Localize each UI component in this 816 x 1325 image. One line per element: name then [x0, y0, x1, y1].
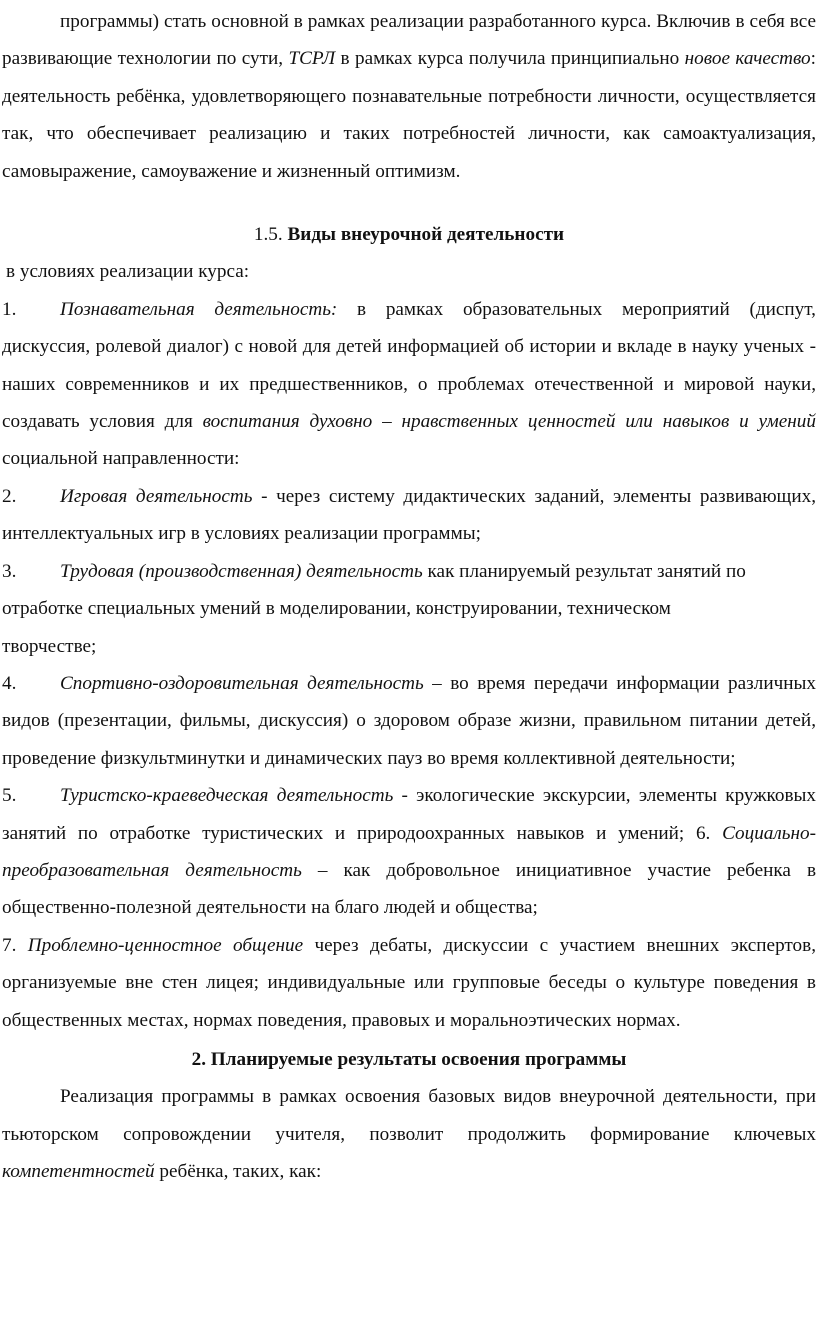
list-item-text: в рамках образовательных мероприятий (диспут, дискуссия, ролевой диалог) с новой для детей информацией об истории и вкладе в науку ученых - наших современников и их предшественников, о проблемах отечественной и мировой науки, создавать условия для: [2, 298, 816, 433]
list-item-number: 1.: [2, 298, 17, 320]
list-item-text: отработке специальных умений в моделировании, конструировании, техническом: [2, 598, 671, 620]
section-title: 2. Планируемые результаты освоения программы: [191, 1048, 627, 1070]
list-item-text: через дебаты, дискуссии с участием внешних экспертов, организуемые вне стен лицея; индивидуальные или групповые беседы о культуре поведения в общественных местах, нормах поведения, правовых и моральноэтических нормах.: [2, 934, 816, 1031]
list-item: [2, 553, 816, 665]
section-number: 1.5.: [253, 224, 288, 246]
list-item-number: 5.: [2, 785, 17, 807]
list-item-number: 3.: [2, 560, 17, 582]
list-item: [2, 665, 816, 777]
intro-text: в рамках курса получила принципиально: [335, 48, 685, 70]
intro-paragraph: [2, 3, 816, 190]
list-item-text: - экологические экскурсии, элементы кружковых занятий по отработке туристических и природоохранных навыков и умений; 6.: [2, 785, 816, 844]
list-item-term: Туристско-краеведческая деятельность: [60, 785, 394, 807]
list-item-term: Познавательная деятельность:: [60, 298, 338, 320]
list-item-number: 4.: [2, 672, 17, 694]
intro-emphasis: новое качество: [684, 48, 811, 70]
list-item-term: Спортивно-оздоровительная деятельность: [60, 672, 424, 694]
section-heading: [2, 1041, 816, 1078]
intro-abbr: ТСРЛ: [288, 48, 336, 70]
list-item: [2, 777, 816, 927]
list-item-number: 7.: [2, 934, 28, 956]
list-item-term: Игровая деятельность: [60, 485, 253, 507]
list-item: [2, 291, 816, 478]
list-item-number: 2.: [2, 485, 17, 507]
list-item-text: – во время передачи информации различных видов (презентации, фильмы, дискуссия) о здоровом образе жизни, правильном питании детей, проведение физкультминутки и динамических пауз во время коллективной деятельности;: [2, 672, 816, 769]
list-item-text: - через систему дидактических заданий, элементы развивающих, интеллектуальных игр в условиях реализации программы;: [2, 485, 816, 545]
intro-text: : деятельность ребёнка, удовлетворяющего познавательные потребности личности, осуществляется так, что обеспечивает реализацию и таких потребностей личности, как самоактуализация, самовыражение, самоуважение и жизненный оптимизм.: [2, 48, 816, 182]
list-item-term: Проблемно-ценностное общение: [27, 934, 304, 956]
list-item-term: Трудовая (производственная) деятельность: [60, 560, 423, 582]
list-item-emphasis: воспитания духовно – нравственных ценностей или навыков и умений: [202, 411, 816, 433]
body-text: Реализация программы в рамках освоения базовых видов внеурочной деятельности, при тьюторском сопровождении учителя, позволит продолжить формирование ключевых: [2, 1086, 816, 1145]
list-item: [2, 927, 816, 1039]
section-lead: [2, 253, 816, 290]
body-paragraph: [2, 1078, 816, 1190]
list-item-text: творчестве;: [2, 635, 97, 657]
intro-text: программы) стать основной в рамках реализации разработанного курса. Включив в себя все развивающие технологии по сути,: [2, 11, 816, 70]
section-title: Виды внеурочной деятельности: [287, 224, 565, 246]
list-item-text: – как добровольное инициативное участие ребенка в общественно-полезной деятельности на благо людей и общества;: [2, 859, 816, 919]
list-item-term: Социально-преобразовательная деятельность: [2, 822, 816, 881]
list-item-text: социальной направленности:: [2, 448, 240, 470]
section-heading: [2, 216, 816, 253]
body-text: ребёнка, таких, как:: [154, 1161, 322, 1183]
list-item-text: как планируемый результат занятий по: [422, 560, 746, 582]
list-item: [2, 478, 816, 553]
body-emphasis: компетентностей: [2, 1161, 155, 1183]
section-lead-text: в условиях реализации курса:: [6, 261, 250, 283]
